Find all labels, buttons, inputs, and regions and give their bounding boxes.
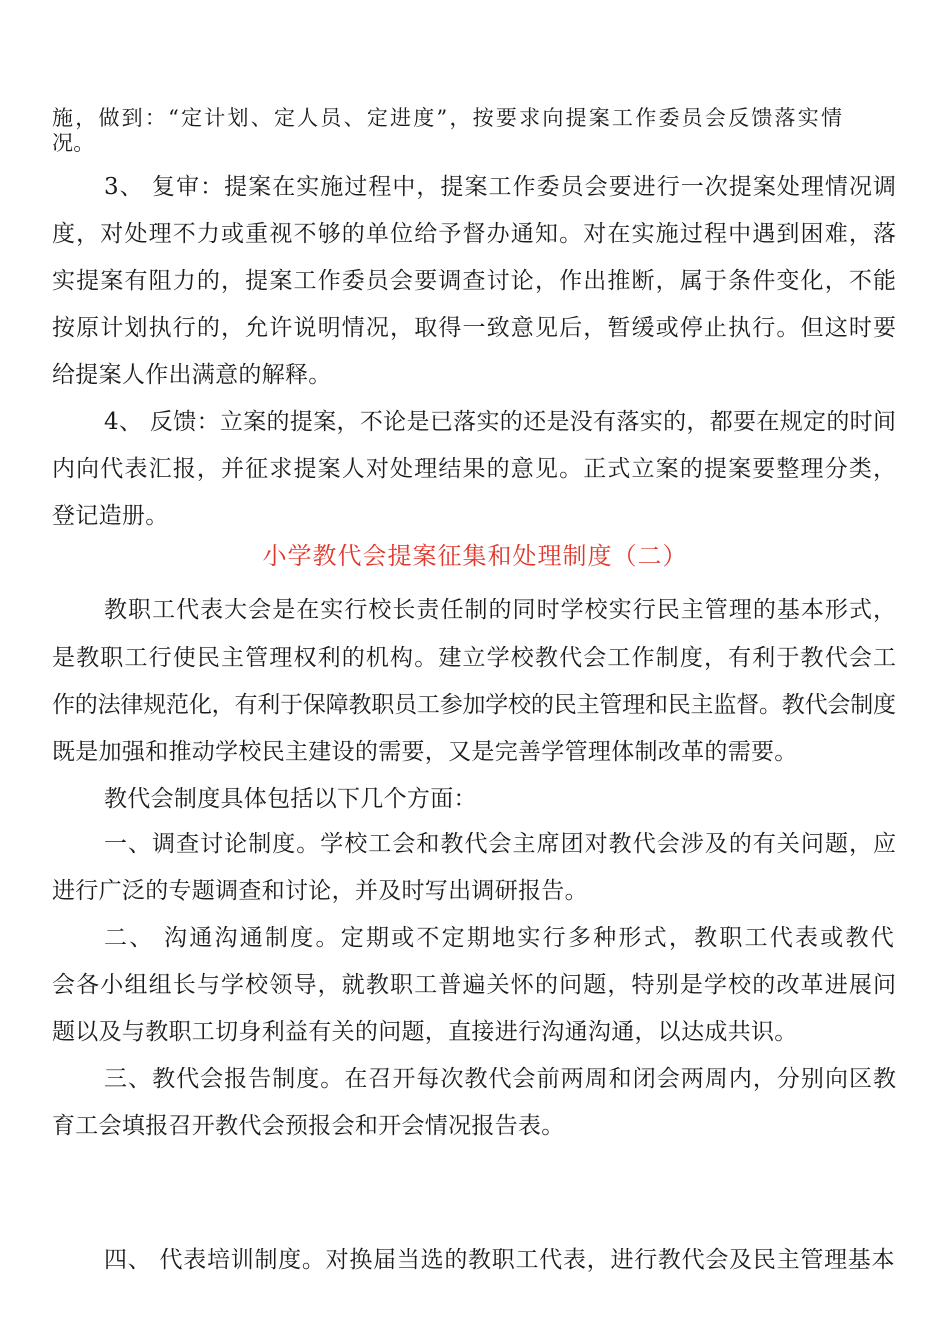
paragraph-line: 教代会制度具体包括以下几个方面：	[104, 786, 477, 812]
paragraph-line: 三、教代会报告制度。在召开每次教代会前两周和闭会两周内，分别向区教	[104, 1066, 898, 1092]
paragraph-line: 题以及与教职工切身利益有关的问题，直接进行沟通沟通，以达成共识。	[52, 1019, 798, 1045]
paragraph-line: 实提案有阻力的，提案工作委员会要调查讨论，作出推断，属于条件变化，不能	[52, 268, 898, 294]
paragraph-line: 施，做到：“定计划、定人员、定进度”，按要求向提案工作委员会反馈落实情	[52, 106, 845, 130]
paragraph-line: 会各小组组长与学校领导，就教职工普遍关怀的问题，特别是学校的改革进展问	[52, 972, 898, 998]
paragraph-line: 给提案人作出满意的解释。	[52, 362, 332, 388]
paragraph-line: 作的法律规范化，有利于保障教职员工参加学校的民主管理和民主监督。教代会制度	[52, 692, 896, 718]
paragraph-line: 况。	[52, 131, 95, 155]
paragraph-line: 按原计划执行的，允许说明情况，取得一致意见后，暂缓或停止执行。但这时要	[52, 315, 898, 341]
paragraph-line: 3、 复审：提案在实施过程中，提案工作委员会要进行一次提案处理情况调	[104, 174, 898, 200]
paragraph-line: 4、 反馈：立案的提案，不论是已落实的还是没有落实的，都要在规定的时间	[104, 409, 897, 435]
paragraph-line: 一、调查讨论制度。学校工会和教代会主席团对教代会涉及的有关问题，应	[104, 831, 898, 857]
paragraph-line: 教职工代表大会是在实行校长责任制的同时学校实行民主管理的基本形式，	[104, 597, 898, 623]
paragraph-line: 四、 代表培训制度。对换届当选的教职工代表，进行教代会及民主管理基本	[104, 1247, 896, 1273]
paragraph-line: 既是加强和推动学校民主建设的需要，又是完善学管理体制改革的需要。	[52, 739, 798, 765]
section-title: 小学教代会提案征集和处理制度（二）	[262, 542, 688, 570]
paragraph-line: 二、 沟通沟通制度。定期或不定期地实行多种形式，教职工代表或教代	[104, 925, 896, 951]
paragraph-line: 度，对处理不力或重视不够的单位给予督办通知。对在实施过程中遇到困难，落	[52, 221, 898, 247]
paragraph-line: 育工会填报召开教代会预报会和开会情况报告表。	[52, 1113, 565, 1139]
paragraph-line: 是教职工行使民主管理权利的机构。建立学校教代会工作制度，有利于教代会工	[52, 645, 898, 671]
paragraph-line: 内向代表汇报，并征求提案人对处理结果的意见。正式立案的提案要整理分类，	[52, 456, 898, 482]
paragraph-line: 登记造册。	[52, 503, 169, 529]
paragraph-line: 进行广泛的专题调查和讨论，并及时写出调研报告。	[52, 878, 588, 904]
